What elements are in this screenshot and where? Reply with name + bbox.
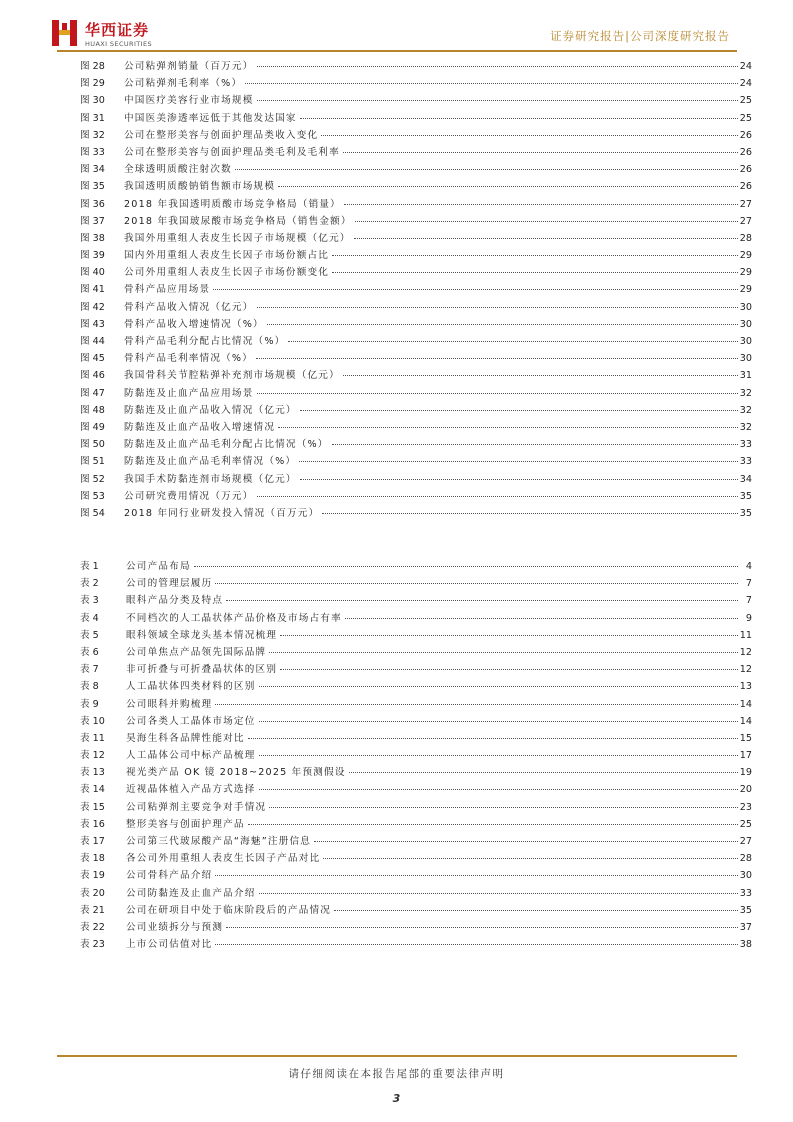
figure-entry[interactable] [80, 350, 752, 367]
entry-page: 28 [739, 853, 752, 865]
entry-label: 图 31 [80, 112, 105, 124]
entry-page: 30 [739, 301, 752, 313]
entry-page: 30 [739, 353, 752, 365]
entry-title: 2018 年同行业研发投入情况（百万元） [124, 507, 320, 519]
entry-page: 11 [739, 629, 752, 641]
dot-leader [215, 875, 737, 876]
entry-label: 表 19 [80, 870, 105, 882]
dot-leader [213, 289, 737, 290]
entry-title: 人工晶状体四类材料的区别 [126, 681, 256, 693]
dot-leader [259, 686, 738, 687]
entry-title: 眼科产品分类及特点 [126, 595, 224, 607]
page-number: 3 [392, 1092, 401, 1105]
entry-title: 公司粘弹剂主要竞争对手情况 [126, 801, 267, 813]
entry-label: 表 17 [80, 836, 105, 847]
entry-page: 26 [739, 146, 752, 158]
entry-title: 公司粘弹剂销量（百万元） [124, 61, 254, 72]
entry-title: 中国医美渗透率远低于其他发达国家 [124, 112, 297, 124]
table-entry[interactable] [80, 764, 752, 781]
dot-leader [248, 738, 738, 739]
entry-label: 表 3 [80, 595, 99, 607]
entry-page: 27 [739, 198, 752, 210]
entry-label: 图 39 [80, 250, 105, 262]
entry-title: 公司外用重组人表皮生长因子市场份额变化 [124, 267, 330, 279]
dot-leader [334, 910, 738, 911]
figure-entry[interactable] [80, 161, 752, 178]
huaxi-logo-icon [50, 18, 80, 48]
entry-page: 35 [739, 490, 752, 502]
dot-leader [344, 204, 738, 205]
entry-page: 24 [739, 61, 752, 72]
dot-leader [299, 461, 738, 462]
logo-text-en: HUAXI SECURITIES [85, 40, 153, 48]
entry-label: 图 53 [80, 490, 105, 502]
entry-label: 图 46 [80, 370, 105, 382]
entry-label: 图 36 [80, 198, 105, 210]
dot-leader [194, 566, 738, 567]
entry-label: 表 16 [80, 818, 105, 830]
entry-page: 28 [739, 232, 752, 244]
dot-leader [259, 721, 738, 722]
entry-label: 表 23 [80, 939, 105, 951]
entry-label: 表 8 [80, 681, 99, 693]
entry-title: 2018 年我国透明质酸市场竞争格局（销量） [124, 198, 341, 210]
entry-label: 表 2 [80, 578, 99, 590]
dot-leader [259, 789, 738, 790]
dot-leader [345, 618, 738, 619]
figure-entry[interactable] [80, 230, 752, 247]
footer-divider [57, 1055, 737, 1057]
entry-title: 骨科产品毛利率情况（%） [124, 353, 254, 365]
entry-page: 13 [739, 681, 752, 693]
figure-entry[interactable] [80, 419, 752, 436]
dot-leader [323, 858, 737, 859]
dot-leader [278, 427, 738, 428]
table-entry[interactable] [80, 799, 752, 816]
entry-title: 防黏连及止血产品收入增速情况 [124, 421, 276, 433]
entry-page: 27 [739, 836, 752, 847]
entry-page: 14 [739, 698, 752, 710]
dot-leader [235, 169, 738, 170]
dot-leader [226, 600, 738, 601]
entry-title: 我国骨科关节腔粘弹补充剂市场规模（亿元） [124, 370, 340, 382]
dot-leader [355, 221, 738, 222]
figure-entry[interactable] [80, 471, 752, 488]
figure-entry[interactable] [80, 488, 752, 505]
page-header [0, 0, 793, 56]
table-entry[interactable] [80, 592, 752, 609]
dot-leader [269, 652, 737, 653]
entry-title: 2018 年我国玻尿酸市场竞争格局（销售金额） [124, 215, 352, 227]
entry-page: 35 [739, 507, 752, 519]
entry-page: 34 [739, 473, 752, 485]
entry-label: 图 40 [80, 267, 105, 279]
figure-entry[interactable] [80, 110, 752, 127]
dot-leader [215, 583, 738, 584]
entry-title: 公司在研项目中处于临床阶段后的产品情况 [126, 904, 332, 916]
dot-leader [257, 393, 738, 394]
figure-entry[interactable] [80, 299, 752, 316]
entry-title: 视光类产品 OK 镜 2018~2025 年预测假设 [126, 767, 346, 779]
dot-leader [354, 238, 738, 239]
dot-leader [314, 841, 738, 842]
dot-leader [226, 927, 738, 928]
entry-label: 图 48 [80, 404, 105, 416]
entry-title: 眼科领域全球龙头基本情况梳理 [126, 629, 278, 641]
table-entry[interactable] [80, 936, 752, 953]
entry-page: 26 [739, 181, 752, 193]
table-entry[interactable] [80, 816, 752, 833]
logo-text-cn: 华西证券 [85, 21, 150, 39]
entry-page: 32 [739, 387, 752, 399]
entry-label: 图 30 [80, 95, 105, 107]
entry-title: 我国外用重组人表皮生长因子市场规模（亿元） [124, 232, 351, 244]
entry-label: 图 49 [80, 421, 105, 433]
entry-label: 图 45 [80, 353, 105, 365]
entry-page: 32 [739, 421, 752, 433]
entry-page: 26 [739, 164, 752, 176]
figure-entry[interactable] [80, 264, 752, 281]
dot-leader [300, 410, 738, 411]
entry-page: 25 [739, 112, 752, 124]
entry-label: 图 28 [80, 61, 105, 72]
entry-page: 12 [739, 646, 752, 658]
table-entry[interactable] [80, 627, 752, 644]
dot-leader [280, 669, 738, 670]
entry-label: 图 51 [80, 456, 105, 468]
entry-page: 29 [739, 250, 752, 262]
dot-leader [257, 66, 738, 67]
entry-label: 图 44 [80, 336, 105, 347]
dot-leader [215, 704, 737, 705]
entry-title: 防黏连及止血产品收入情况（亿元） [124, 404, 297, 416]
entry-page: 35 [739, 904, 752, 916]
figure-entry[interactable] [80, 92, 752, 109]
entry-title: 公司研究费用情况（万元） [124, 490, 254, 502]
table-entry[interactable] [80, 661, 752, 678]
entry-title: 公司单焦点产品领先国际品牌 [126, 646, 267, 658]
entry-label: 图 33 [80, 146, 105, 158]
table-entry[interactable] [80, 713, 752, 730]
entry-page: 30 [739, 318, 752, 330]
entry-page: 29 [739, 267, 752, 279]
entry-title: 不同档次的人工晶状体产品价格及市场占有率 [126, 612, 342, 624]
entry-title: 公司在整形美容与创面护理品类收入变化 [124, 129, 319, 141]
dot-leader [278, 186, 738, 187]
dot-leader [343, 375, 738, 376]
entry-label: 表 15 [80, 801, 105, 813]
table-entry[interactable] [80, 678, 752, 695]
entry-title: 公司各类人工晶体市场定位 [126, 715, 256, 727]
entry-title: 公司粘弹剂毛利率（%） [124, 78, 243, 90]
entry-page: 29 [739, 284, 752, 296]
figure-entry[interactable] [80, 247, 752, 264]
entry-title: 防黏连及止血产品应用场景 [124, 387, 254, 399]
entry-title: 公司眼科并购梳理 [126, 698, 213, 710]
dot-leader [349, 772, 738, 773]
dot-leader [269, 807, 737, 808]
table-entry[interactable] [80, 867, 752, 884]
entry-page: 15 [739, 732, 752, 744]
entry-page: 32 [739, 404, 752, 416]
entry-title: 我国透明质酸钠销售额市场规模 [124, 181, 276, 193]
dot-leader [257, 100, 738, 101]
entry-label: 表 10 [80, 715, 105, 727]
entry-title: 各公司外用重组人表皮生长因子产品对比 [126, 853, 321, 865]
entry-page: 14 [739, 715, 752, 727]
report-type-label: 证券研究报告|公司深度研究报告 [550, 29, 730, 43]
figure-entry[interactable] [80, 333, 752, 350]
figure-entry[interactable] [80, 196, 752, 213]
entry-title: 骨科产品收入增速情况（%） [124, 318, 264, 330]
entry-page: 27 [739, 215, 752, 227]
dot-leader [321, 135, 737, 136]
figure-entry[interactable] [80, 75, 752, 92]
entry-page: 25 [739, 818, 752, 830]
entry-page: 24 [739, 78, 752, 90]
table-entry[interactable] [80, 644, 752, 661]
entry-page: 30 [739, 336, 752, 347]
entry-page: 33 [739, 456, 752, 468]
table-entry[interactable] [80, 558, 752, 575]
figure-entry[interactable] [80, 453, 752, 470]
dot-leader [322, 513, 737, 514]
entry-title: 人工晶体公司中标产品梳理 [126, 750, 256, 762]
entry-label: 图 54 [80, 507, 105, 519]
entry-title: 骨科产品收入情况（亿元） [124, 301, 254, 313]
table-entry[interactable] [80, 833, 752, 850]
entry-label: 图 43 [80, 318, 105, 330]
entry-title: 昊海生科各品牌性能对比 [126, 732, 245, 744]
dot-leader [343, 152, 738, 153]
entry-label: 表 18 [80, 853, 105, 865]
table-entry[interactable] [80, 919, 752, 936]
dot-leader [288, 341, 737, 342]
figure-entry[interactable] [80, 402, 752, 419]
entry-title: 上市公司估值对比 [126, 939, 213, 951]
dot-leader [245, 83, 738, 84]
entry-label: 图 34 [80, 164, 105, 176]
entry-title: 公司的管理层履历 [126, 578, 213, 590]
figure-entry[interactable] [80, 316, 752, 333]
entry-page: 25 [739, 95, 752, 107]
entry-title: 近视晶体植入产品方式选择 [126, 784, 256, 796]
dot-leader [300, 479, 738, 480]
entry-title: 国内外用重组人表皮生长因子市场份额占比 [124, 250, 330, 262]
entry-label: 表 6 [80, 646, 99, 658]
entry-title: 整形美容与创面护理产品 [126, 818, 245, 830]
entry-page: 23 [739, 801, 752, 813]
entry-label: 图 38 [80, 232, 105, 244]
figure-entry[interactable] [80, 213, 752, 230]
table-entry[interactable] [80, 781, 752, 798]
dot-leader [332, 444, 738, 445]
entry-page: 33 [739, 887, 752, 899]
legal-notice: 请仔细阅读在本报告尾部的重要法律声明 [288, 1068, 505, 1080]
entry-title: 公司业绩拆分与预测 [126, 921, 224, 933]
entry-page: 31 [739, 370, 752, 382]
entry-title: 防黏连及止血产品毛利率情况（%） [124, 456, 297, 468]
entry-title: 公司防黏连及止血产品介绍 [126, 887, 256, 899]
dot-leader [248, 824, 738, 825]
entry-page: 33 [739, 439, 752, 451]
dot-leader [280, 635, 738, 636]
entry-label: 图 47 [80, 387, 105, 399]
table-entry[interactable] [80, 747, 752, 764]
entry-page: 17 [739, 750, 752, 762]
dot-leader [300, 118, 738, 119]
entry-label: 图 29 [80, 78, 105, 90]
entry-label: 表 1 [80, 561, 99, 572]
table-entry[interactable] [80, 902, 752, 919]
entry-label: 表 9 [80, 698, 99, 710]
entry-label: 表 22 [80, 921, 105, 933]
dot-leader [215, 944, 737, 945]
figure-entry[interactable] [80, 127, 752, 144]
entry-label: 表 5 [80, 629, 99, 641]
figure-entry[interactable] [80, 505, 752, 522]
entry-page: 19 [739, 767, 752, 779]
table-list [80, 558, 752, 953]
entry-page: 12 [739, 664, 752, 676]
entry-page: 9 [745, 612, 752, 624]
entry-label: 图 42 [80, 301, 105, 313]
entry-label: 表 13 [80, 767, 105, 779]
entry-title: 公司第三代玻尿酸产品“海魅”注册信息 [126, 836, 312, 847]
entry-label: 表 4 [80, 612, 99, 624]
entry-title: 骨科产品应用场景 [124, 284, 211, 296]
entry-title: 我国手术防黏连剂市场规模（亿元） [124, 473, 297, 485]
entry-label: 表 7 [80, 664, 99, 676]
figure-entry[interactable] [80, 436, 752, 453]
entry-title: 公司骨科产品介绍 [126, 870, 213, 882]
figure-entry[interactable] [80, 178, 752, 195]
dot-leader [257, 496, 738, 497]
entry-label: 图 32 [80, 129, 105, 141]
entry-page: 30 [739, 870, 752, 882]
entry-page: 7 [745, 578, 752, 590]
dot-leader [259, 893, 738, 894]
figure-entry[interactable] [80, 144, 752, 161]
table-entry[interactable] [80, 850, 752, 867]
entry-label: 图 41 [80, 284, 105, 296]
entry-label: 表 14 [80, 784, 105, 796]
entry-title: 公司产品布局 [126, 561, 191, 572]
entry-title: 中国医疗美容行业市场规模 [124, 95, 254, 107]
dot-leader [332, 255, 738, 256]
dot-leader [256, 358, 738, 359]
entry-title: 非可折叠与可折叠晶状体的区别 [126, 664, 278, 676]
figure-entry[interactable] [80, 281, 752, 298]
dot-leader [259, 755, 738, 756]
entry-label: 图 52 [80, 473, 105, 485]
entry-label: 表 21 [80, 904, 105, 916]
entry-title: 骨科产品毛利分配占比情况（%） [124, 336, 286, 347]
entry-label: 图 37 [80, 215, 105, 227]
entry-page: 26 [739, 129, 752, 141]
entry-title: 全球透明质酸注射次数 [124, 164, 232, 176]
entry-page: 4 [745, 561, 752, 572]
entry-page: 38 [739, 939, 752, 951]
entry-label: 图 50 [80, 439, 105, 451]
header-divider [57, 50, 737, 52]
entry-page: 37 [739, 921, 752, 933]
entry-title: 公司在整形美容与创面护理品类毛利及毛利率 [124, 146, 340, 158]
entry-label: 图 35 [80, 181, 105, 193]
entry-title: 防黏连及止血产品毛利分配占比情况（%） [124, 439, 329, 451]
figure-entry[interactable] [80, 367, 752, 384]
figure-entry[interactable] [80, 58, 752, 75]
dot-leader [267, 324, 738, 325]
table-entry[interactable] [80, 885, 752, 902]
entry-page: 7 [745, 595, 752, 607]
table-entry[interactable] [80, 696, 752, 713]
dot-leader [332, 272, 738, 273]
dot-leader [257, 307, 738, 308]
figure-list [80, 58, 752, 522]
entry-page: 20 [739, 784, 752, 796]
entry-label: 表 11 [80, 732, 105, 744]
entry-label: 表 20 [80, 887, 105, 899]
figure-entry[interactable] [80, 385, 752, 402]
table-entry[interactable] [80, 575, 752, 592]
table-entry[interactable] [80, 610, 752, 627]
entry-label: 表 12 [80, 750, 105, 762]
table-entry[interactable] [80, 730, 752, 747]
